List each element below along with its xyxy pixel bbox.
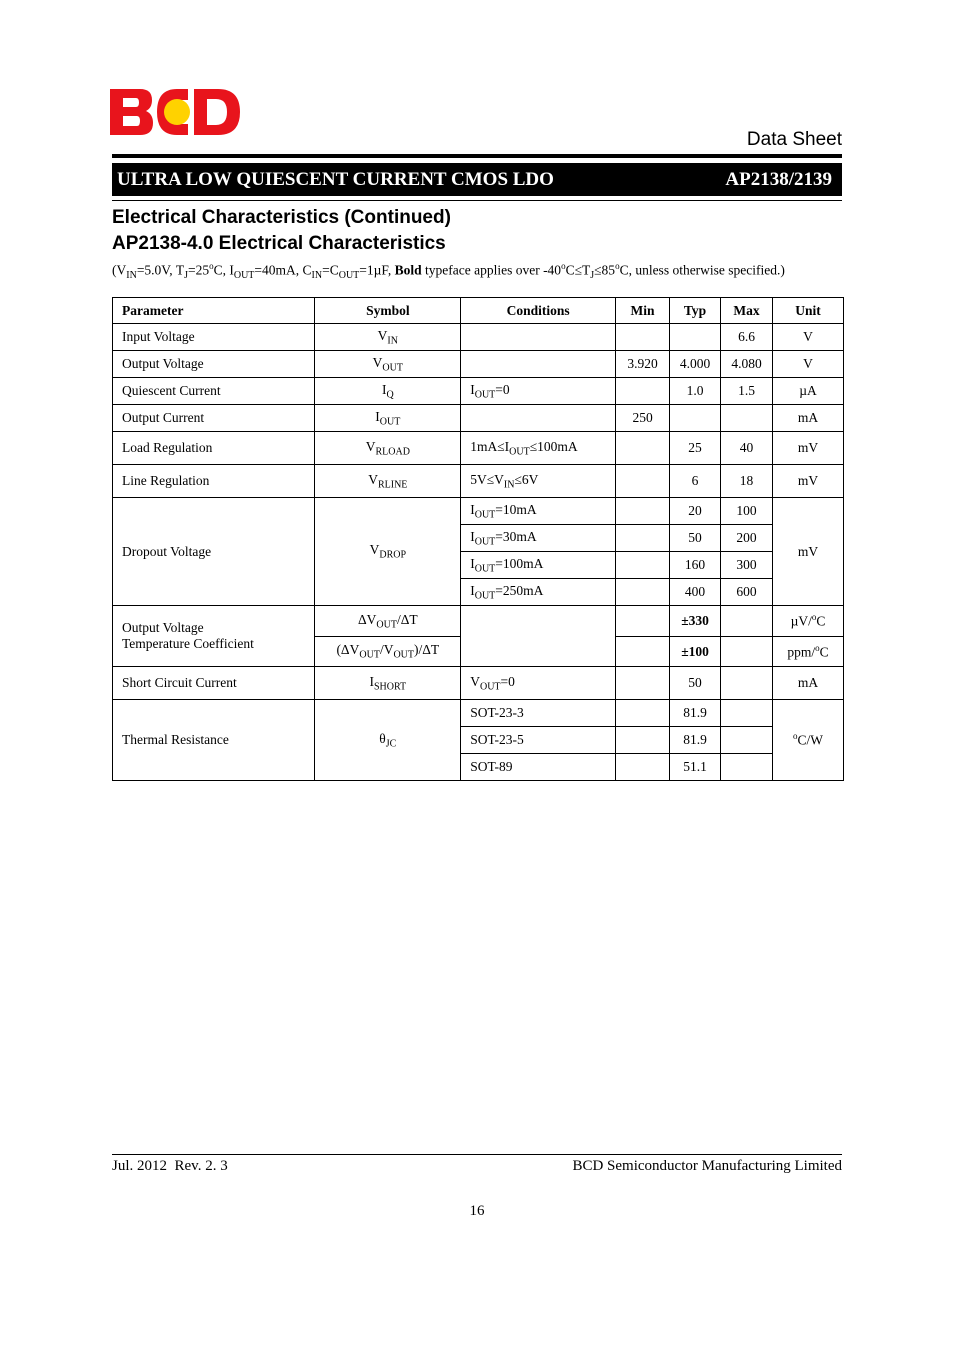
header-conditions: Conditions: [461, 298, 616, 324]
table-row: [113, 465, 844, 498]
conditions-cell: $I_{OUT}=100mA$: [461, 552, 616, 579]
table-row: [113, 378, 844, 405]
min-cell: [616, 525, 670, 552]
conditions-cell: [461, 405, 616, 432]
max-cell: 4.080: [721, 351, 773, 378]
typ-cell: 81.9: [670, 700, 721, 727]
doc-type-label: Data Sheet: [746, 129, 842, 150]
min-cell: [616, 324, 670, 351]
unit-cell: µV/$^o$C: [773, 606, 844, 637]
symbol-cell: $V_{IN}$: [315, 324, 461, 351]
unit-cell: mA: [773, 667, 844, 700]
max-cell: 200: [721, 525, 773, 552]
unit-cell: µA: [773, 378, 844, 405]
symbol-cell: $V_{DROP}$: [315, 498, 461, 606]
symbol-cell: $\theta_{JC}$: [315, 700, 461, 781]
min-cell: [616, 637, 670, 667]
conditions-cell: $I_{OUT}=30mA$: [461, 525, 616, 552]
table-row: [113, 405, 844, 432]
typ-cell: 160: [670, 552, 721, 579]
unit-cell: V: [773, 351, 844, 378]
min-cell: [616, 432, 670, 465]
typ-cell: 4.000: [670, 351, 721, 378]
typ-cell: 50: [670, 667, 721, 700]
bcd-logo: [110, 89, 240, 135]
header-typ: Typ: [670, 298, 721, 324]
table-row: [113, 432, 844, 465]
unit-cell: mV: [773, 465, 844, 498]
conditions-cell: $I_{OUT}=10mA$: [461, 498, 616, 525]
typ-cell: 400: [670, 579, 721, 606]
header-min: Min: [616, 298, 670, 324]
min-cell: [616, 465, 670, 498]
max-cell: 40: [721, 432, 773, 465]
symbol-cell: $I_{SHORT}$: [315, 667, 461, 700]
max-cell: [721, 667, 773, 700]
section-subtitle: AP2138-4.0 Electrical Characteristics: [112, 233, 446, 254]
conditions-cell: [461, 351, 616, 378]
header-unit: Unit: [773, 298, 844, 324]
footer-rule: [112, 1154, 842, 1155]
banner-part-number: AP2138/2139: [725, 169, 832, 190]
max-cell: [721, 754, 773, 781]
min-cell: [616, 700, 670, 727]
header-parameter: Parameter: [113, 298, 315, 324]
banner-underline: [112, 200, 842, 201]
conditions-cell: SOT-23-5: [461, 727, 616, 754]
unit-cell: mV: [773, 432, 844, 465]
typ-cell: ±330: [670, 606, 721, 637]
min-cell: 250: [616, 405, 670, 432]
footer-date-revision: Jul. 2012 Rev. 2. 3: [112, 1158, 228, 1174]
table-row: [113, 700, 844, 727]
conditions-cell: $I_{OUT}=0$: [461, 378, 616, 405]
typ-cell: [670, 324, 721, 351]
table-row: [113, 351, 844, 378]
min-cell: [616, 579, 670, 606]
min-cell: 3.920: [616, 351, 670, 378]
table-row: [113, 498, 844, 525]
max-cell: 18: [721, 465, 773, 498]
param-cell: Output Voltage Temperature Coefficient: [113, 606, 315, 667]
typ-cell: 81.9: [670, 727, 721, 754]
min-cell: [616, 498, 670, 525]
min-cell: [616, 727, 670, 754]
section-title: Electrical Characteristics (Continued): [112, 207, 451, 228]
param-cell: Output Voltage: [113, 351, 315, 378]
conditions-cell: $I_{OUT}=250mA$: [461, 579, 616, 606]
max-cell: 300: [721, 552, 773, 579]
param-cell: Quiescent Current: [113, 378, 315, 405]
typ-cell: 6: [670, 465, 721, 498]
header-rule: [112, 154, 842, 158]
max-cell: [721, 405, 773, 432]
unit-cell: ppm/$^o$C: [773, 637, 844, 667]
param-cell: Input Voltage: [113, 324, 315, 351]
symbol-cell: $V_{OUT}$: [315, 351, 461, 378]
min-cell: [616, 552, 670, 579]
symbol-cell: $V_{RLINE}$: [315, 465, 461, 498]
max-cell: [721, 727, 773, 754]
max-cell: [721, 700, 773, 727]
typ-cell: ±100: [670, 637, 721, 667]
banner-title: ULTRA LOW QUIESCENT CURRENT CMOS LDO: [117, 169, 554, 190]
symbol-cell: $V_{RLOAD}$: [315, 432, 461, 465]
typ-cell: 50: [670, 525, 721, 552]
typ-cell: 1.0: [670, 378, 721, 405]
symbol-cell: $I_{OUT}$: [315, 405, 461, 432]
symbol-cell: $(\Delta V_{OUT}/V_{OUT})/\Delta T$: [315, 637, 461, 667]
max-cell: 600: [721, 579, 773, 606]
page-number: 16: [469, 1203, 485, 1219]
typ-cell: 51.1: [670, 754, 721, 781]
header-max: Max: [721, 298, 773, 324]
max-cell: [721, 637, 773, 667]
param-cell: Thermal Resistance: [113, 700, 315, 781]
unit-cell: mA: [773, 405, 844, 432]
footer-company: BCD Semiconductor Manufacturing Limited: [572, 1158, 842, 1174]
conditions-cell: $V_{OUT}=0$: [461, 667, 616, 700]
max-cell: [721, 606, 773, 637]
typ-cell: [670, 405, 721, 432]
symbol-cell: $I_Q$: [315, 378, 461, 405]
electrical-characteristics-table: [112, 297, 844, 781]
unit-cell: mV: [773, 498, 844, 606]
min-cell: [616, 606, 670, 637]
conditions-cell: [461, 324, 616, 351]
title-banner: [112, 163, 842, 196]
unit-cell: $^o$C/W: [773, 700, 844, 781]
conditions-cell: SOT-89: [461, 754, 616, 781]
table-row: [113, 324, 844, 351]
typ-cell: 20: [670, 498, 721, 525]
min-cell: [616, 754, 670, 781]
conditions-cell: SOT-23-3: [461, 700, 616, 727]
typ-cell: 25: [670, 432, 721, 465]
min-cell: [616, 667, 670, 700]
table-row: [113, 667, 844, 700]
header-symbol: Symbol: [315, 298, 461, 324]
max-cell: 100: [721, 498, 773, 525]
conditions-cell: [461, 606, 616, 667]
symbol-cell: $\Delta V_{OUT}/\Delta T$: [315, 606, 461, 637]
param-cell: Short Circuit Current: [113, 667, 315, 700]
max-cell: 6.6: [721, 324, 773, 351]
table-header-row: [113, 298, 844, 324]
param-cell: Output Current: [113, 405, 315, 432]
param-cell: Load Regulation: [113, 432, 315, 465]
min-cell: [616, 378, 670, 405]
unit-cell: V: [773, 324, 844, 351]
param-cell: Line Regulation: [113, 465, 315, 498]
conditions-cell: $5V\le V_{IN}\le 6V$: [461, 465, 616, 498]
conditions-cell: $1mA\le I_{OUT}\le 100mA$: [461, 432, 616, 465]
max-cell: 1.5: [721, 378, 773, 405]
table-row: [113, 606, 844, 637]
test-conditions: ($V_{IN}=5.0V$, $T_J=25^oC$, $I_{OUT}=40mA$, $C_{IN}=C_{OUT}=1\mu F$, Bold typeface applies over $-40^oC\le T_J\le 85^oC$, unless otherwise specified.): [112, 261, 785, 282]
param-cell: Dropout Voltage: [113, 498, 315, 606]
